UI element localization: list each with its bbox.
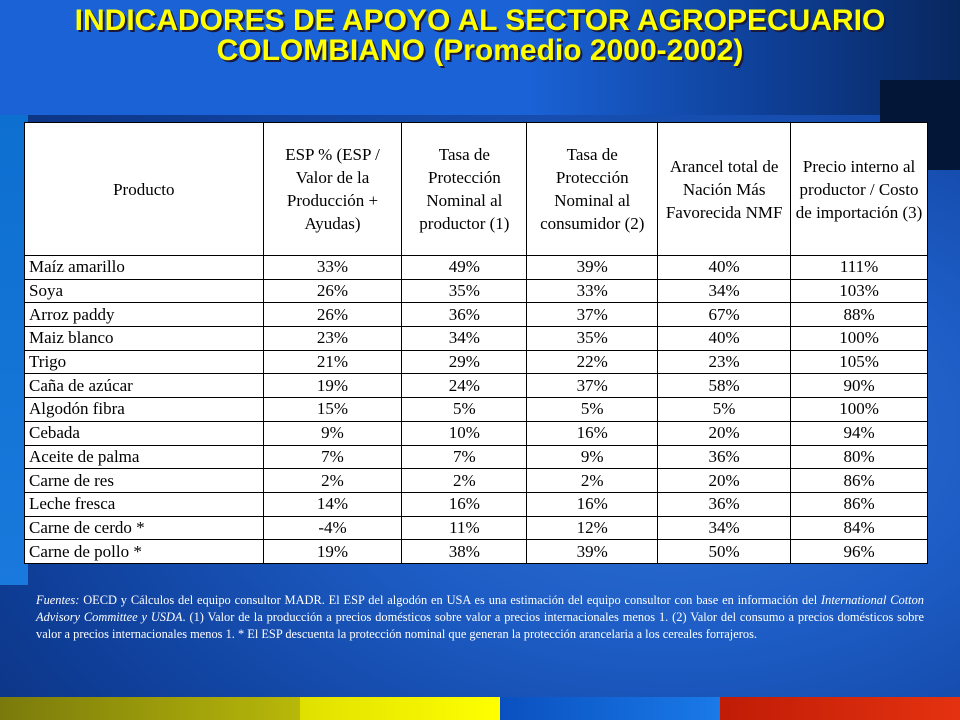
value-cell: 9%: [527, 445, 658, 469]
value-cell: 33%: [527, 279, 658, 303]
value-cell: 34%: [658, 516, 791, 540]
value-cell: 80%: [791, 445, 928, 469]
column-header-5: Precio interno al productor / Costo de importación (3): [791, 123, 928, 256]
table-body: [25, 256, 928, 564]
value-cell: 20%: [658, 469, 791, 493]
column-header-3: Tasa de Protección Nominal al consumidor (2): [527, 123, 658, 256]
indicators-table: [24, 122, 928, 564]
value-cell: 9%: [263, 421, 402, 445]
value-cell: 36%: [402, 303, 527, 327]
value-cell: 96%: [791, 540, 928, 564]
table-header-row: [25, 123, 928, 256]
product-name-cell: Maiz blanco: [25, 327, 264, 351]
table-row: [25, 516, 928, 540]
value-cell: 90%: [791, 374, 928, 398]
value-cell: 94%: [791, 421, 928, 445]
table-row: [25, 492, 928, 516]
value-cell: 15%: [263, 398, 402, 422]
value-cell: 39%: [527, 256, 658, 280]
value-cell: 7%: [402, 445, 527, 469]
product-name-cell: Cebada: [25, 421, 264, 445]
value-cell: 38%: [402, 540, 527, 564]
value-cell: 5%: [402, 398, 527, 422]
value-cell: 111%: [791, 256, 928, 280]
bar-segment-yellow: [300, 697, 500, 720]
value-cell: 2%: [527, 469, 658, 493]
column-header-0: Producto: [25, 123, 264, 256]
value-cell: 33%: [263, 256, 402, 280]
value-cell: 19%: [263, 374, 402, 398]
value-cell: 26%: [263, 279, 402, 303]
sources-footnote: [36, 592, 924, 643]
value-cell: 100%: [791, 327, 928, 351]
value-cell: 5%: [658, 398, 791, 422]
value-cell: 34%: [658, 279, 791, 303]
value-cell: 36%: [658, 445, 791, 469]
table-row: [25, 279, 928, 303]
product-name-cell: Leche fresca: [25, 492, 264, 516]
value-cell: 40%: [658, 327, 791, 351]
table-row: [25, 421, 928, 445]
value-cell: 50%: [658, 540, 791, 564]
value-cell: 16%: [527, 492, 658, 516]
value-cell: 84%: [791, 516, 928, 540]
value-cell: 16%: [527, 421, 658, 445]
product-name-cell: Carne de pollo *: [25, 540, 264, 564]
value-cell: 26%: [263, 303, 402, 327]
value-cell: 49%: [402, 256, 527, 280]
table-row: [25, 327, 928, 351]
value-cell: 35%: [527, 327, 658, 351]
value-cell: 2%: [402, 469, 527, 493]
value-cell: 37%: [527, 374, 658, 398]
product-name-cell: Arroz paddy: [25, 303, 264, 327]
value-cell: 20%: [658, 421, 791, 445]
table-row: [25, 256, 928, 280]
product-name-cell: Carne de res: [25, 469, 264, 493]
value-cell: 39%: [527, 540, 658, 564]
table-row: [25, 350, 928, 374]
footnote-label: Fuentes:: [36, 593, 80, 607]
bar-segment-red: [720, 697, 960, 720]
value-cell: 40%: [658, 256, 791, 280]
value-cell: 37%: [527, 303, 658, 327]
product-name-cell: Maíz amarillo: [25, 256, 264, 280]
value-cell: 100%: [791, 398, 928, 422]
product-name-cell: Aceite de palma: [25, 445, 264, 469]
table-row: [25, 445, 928, 469]
value-cell: 86%: [791, 469, 928, 493]
table-row: [25, 398, 928, 422]
value-cell: 34%: [402, 327, 527, 351]
column-header-2: Tasa de Protección Nominal al productor (1): [402, 123, 527, 256]
value-cell: 24%: [402, 374, 527, 398]
value-cell: 21%: [263, 350, 402, 374]
value-cell: 7%: [263, 445, 402, 469]
column-header-1: ESP % (ESP / Valor de la Producción + Ayudas): [263, 123, 402, 256]
table-row: [25, 374, 928, 398]
table-row: [25, 303, 928, 327]
value-cell: 67%: [658, 303, 791, 327]
column-header-4: Arancel total de Nación Más Favorecida NMF: [658, 123, 791, 256]
bottom-color-bar: [0, 697, 960, 720]
value-cell: 103%: [791, 279, 928, 303]
value-cell: 14%: [263, 492, 402, 516]
product-name-cell: Algodón fibra: [25, 398, 264, 422]
product-name-cell: Trigo: [25, 350, 264, 374]
value-cell: 35%: [402, 279, 527, 303]
value-cell: 2%: [263, 469, 402, 493]
value-cell: 88%: [791, 303, 928, 327]
value-cell: 12%: [527, 516, 658, 540]
indicators-table-container: [24, 122, 928, 564]
value-cell: 16%: [402, 492, 527, 516]
footnote-text-part1: OECD y Cálculos del equipo consultor MADR. El ESP del algodón en USA es una estimación del equipo consultor con base en información del: [79, 593, 822, 607]
value-cell: 22%: [527, 350, 658, 374]
slide-title: INDICADORES DE APOYO AL SECTOR AGROPECUARIO COLOMBIANO (Promedio 2000-2002): [74, 4, 886, 67]
value-cell: 23%: [658, 350, 791, 374]
value-cell: 19%: [263, 540, 402, 564]
value-cell: 86%: [791, 492, 928, 516]
bar-segment-olive: [0, 697, 300, 720]
bar-segment-blue: [500, 697, 720, 720]
value-cell: 23%: [263, 327, 402, 351]
footnote-italic-source: International Cotton Advisory Committee y USDA: [36, 593, 924, 624]
value-cell: 11%: [402, 516, 527, 540]
product-name-cell: Carne de cerdo *: [25, 516, 264, 540]
footnote-text-part2: . (1) Valor de la producción a precios domésticos sobre valor a precios internacionales menos 1. (2) Valor del consumo a precios domésticos sobre valor a precios internacionales menos 1. * El ESP descuenta la protección nominal que generan la protección arancelaria a los cereales forrajeros.: [36, 610, 924, 641]
value-cell: 36%: [658, 492, 791, 516]
product-name-cell: Caña de azúcar: [25, 374, 264, 398]
value-cell: 105%: [791, 350, 928, 374]
value-cell: -4%: [263, 516, 402, 540]
value-cell: 29%: [402, 350, 527, 374]
value-cell: 5%: [527, 398, 658, 422]
value-cell: 10%: [402, 421, 527, 445]
product-name-cell: Soya: [25, 279, 264, 303]
table-row: [25, 540, 928, 564]
table-row: [25, 469, 928, 493]
value-cell: 58%: [658, 374, 791, 398]
